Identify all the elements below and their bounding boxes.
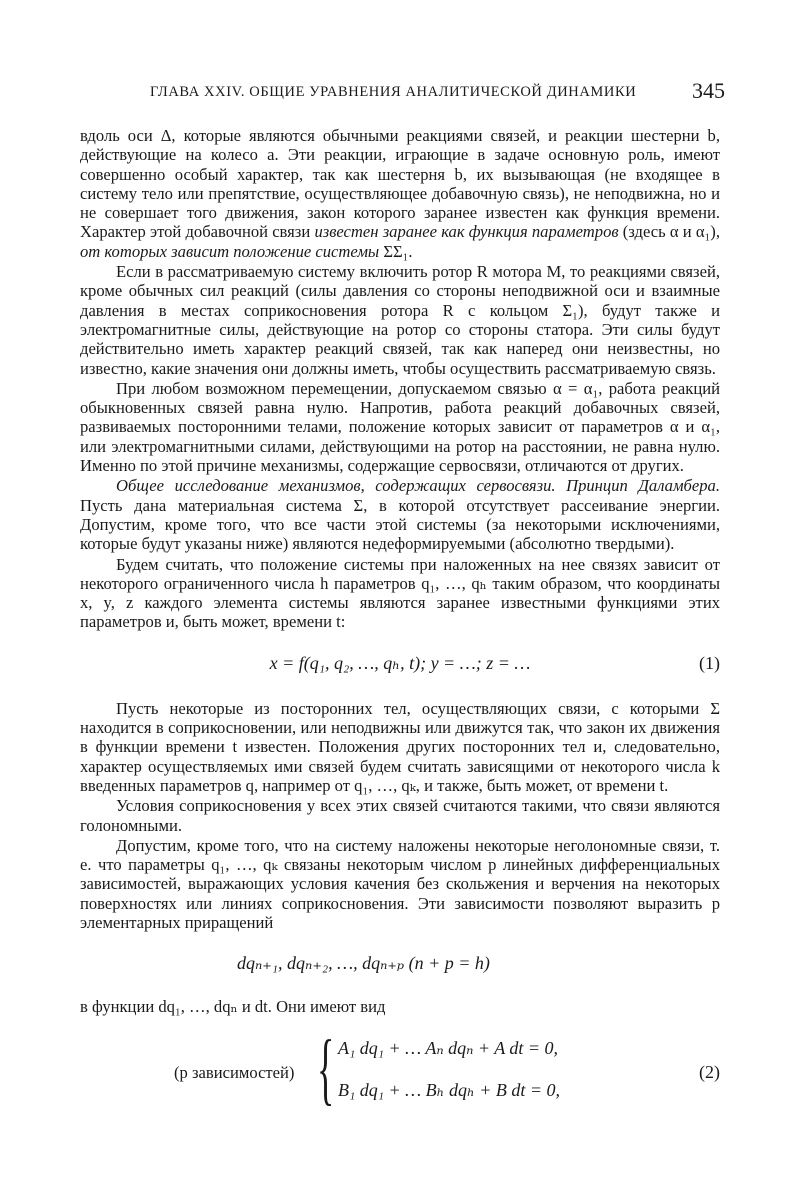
equation-2-system: [80, 1024, 720, 1119]
paragraph-1: вдоль оси Δ, которые являются обычными реакциями связей, и реакции шестерни b, действующие на колесо a. Эти реакции, играющие в задаче основную роль, имеют совершенно особый характер, так как шестерня b, их вызывающая (не входящее в систему тело или препятствие, осуществляющее добавочную связь), не неподвижна, но и не совершает того движения, закон которого заранее известен как функция времени. Характер этой добавочной связи известен заранее как функция параметров (здесь α и α₁), от которых зависит положение системы ΣΣ₁.: [80, 126, 720, 261]
equation-2-number: (2): [699, 1061, 720, 1082]
chapter-title: ГЛАВА XXIV. ОБЩИЕ УРАВНЕНИЯ АНАЛИТИЧЕСКОЙ ДИНАМИКИ: [150, 84, 637, 100]
paragraph-4: Общее исследование механизмов, содержащих сервосвязи. Принцип Даламбера. Пусть дана материальная система Σ, в которой отсутствует рассеивание энергии. Допустим, кроме того, что все части этой системы (за некоторыми исключениями, которые будут указаны ниже) являются недеформируемыми (абсолютно твердыми).: [80, 476, 720, 554]
equation-1-number: (1): [699, 652, 720, 673]
paragraph-6: Пусть некоторые из посторонних тел, осуществляющих связи, с которыми Σ находится в соприкосновении, или неподвижны или движутся так, что закон их движения в функции времени t известен. Положения других посторонних тел и, следовательно, характер осуществляемых ими связей будем считать зависящими от некоторого числа k введенных параметров q, например от q₁, …, qₖ, и также, быть может, от времени t.: [80, 698, 720, 795]
paragraph-9: в функции dq₁, …, dqₙ и dt. Они имеют вид: [80, 997, 386, 1017]
equation-increments-formula: dqₙ₊₁, dqₙ₊₂, …, dqₙ₊ₚ (n + p = h): [237, 953, 490, 974]
equation-1: [80, 654, 720, 675]
paragraph-7: Условия соприкосновения у всех этих связей считаются такими, что связи являются голономными.: [80, 796, 720, 835]
paragraph-5: Будем считать, что положение системы при наложенных на нее связях зависит от некоторого ограниченного числа h параметров q₁, …, qₕ таким образом, что координаты x, y, z каждого элемента системы являются заранее известными функциями этих параметров и, быть может, времени t:: [80, 554, 720, 632]
equation-1-formula: x = f(q₁, q₂, …, qₕ, t); y = …; z = …: [269, 652, 531, 673]
left-brace-icon: {: [317, 1024, 335, 1113]
page-number: 345: [692, 78, 725, 103]
section-heading: Общее исследование механизмов, содержащих сервосвязи. Принцип Даламбера.: [116, 476, 720, 496]
running-header: [150, 78, 725, 103]
paragraph-3: При любом возможном перемещении, допускаемом связью α = α₁, работа реакций обыкновенных связей равна нулю. Напротив, работа реакций добавочных связей, развиваемых посторонними телами, положение которых зависит от параметров α и α₁, или электромагнитными силами, действующими на ротор на расстоянии, не равна нулю. Именно по этой причине механизмы, содержащие сервосвязи, отличаются от других.: [80, 378, 720, 476]
paragraph-2: Если в рассматриваемую систему включить ротор R мотора M, то реакциями связей, кроме обычных сил реакций (силы давления со стороны неподвижной оси и взаимные давления в местах соприкосновения ротора R с кольцом Σ₁), будут также и электромагнитные силы, действующие на ротор со стороны статора. Эти силы будут действительно иметь характер реакций связей, так как наперед они неизвестны, но известно, какие значения они должны иметь, чтобы осуществить рассматриваемую связь.: [80, 262, 720, 378]
page-body: [80, 126, 720, 1119]
equation-2-label: (p зависимостей): [174, 1062, 295, 1082]
equation-2-row-1: A₁ dq₁ + … Aₙ dqₙ + A dt = 0,: [338, 1037, 559, 1058]
equation-2-row-2: B₁ dq₁ + … Bₕ dqₕ + B dt = 0,: [338, 1079, 561, 1100]
paragraph-8: Допустим, кроме того, что на систему наложены некоторые неголономные связи, т. е. что параметры q₁, …, qₖ связаны некоторым числом p линейных дифференциальных зависимостей, выражающих условия качения без скольжения и верчения на некоторых поверхностях или линиях соприкосновения. Эти зависимости позволяют выразить p элементарных приращений: [80, 835, 720, 932]
equation-increments: [80, 954, 720, 975]
